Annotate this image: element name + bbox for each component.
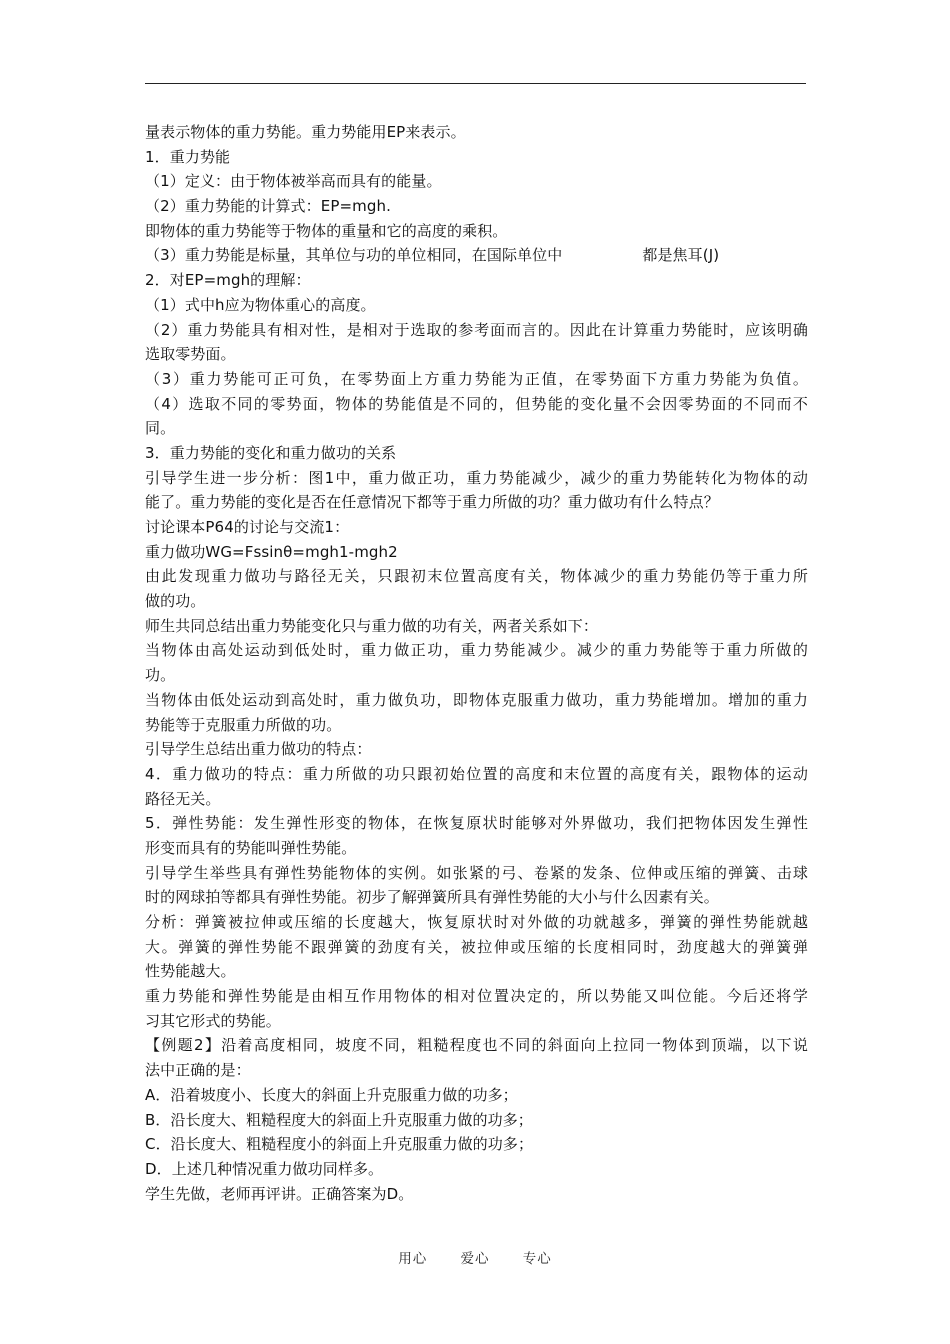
text-line [145, 861, 808, 886]
text-line-content: 同。 [145, 419, 176, 438]
text-line [145, 811, 808, 836]
text-line [145, 688, 808, 713]
text-line-content: （4）选取不同的零势面，物体的势能值是不同的，但势能的变化量不会因零势面的不同而不 [145, 394, 808, 413]
text-line-content: 由此发现重力做功与路径无关，只跟初末位置高度有关，物体减少的重力势能仍等于重力所 [145, 567, 808, 586]
text-line-content: D．上述几种情况重力做功同样多。 [145, 1159, 384, 1178]
text-line-content: 2．对EP=mgh的理解： [145, 271, 311, 290]
text-line [145, 836, 808, 861]
text-line-content: （1）式中h应为物体重心的高度。 [145, 295, 376, 314]
text-line-content: 大。弹簧的弹性势能不跟弹簧的劲度有关，被拉伸或压缩的长度相同时，劲度越大的弹簧弹 [145, 937, 808, 956]
page-footer [0, 1247, 950, 1267]
text-line-content: （2）重力势能具有相对性，是相对于选取的参考面而言的。因此在计算重力势能时，应该明确 [145, 320, 808, 339]
text-line-content: 时的网球拍等都具有弹性势能。初步了解弹簧所具有弹性势能的大小与什么因素有关。 [145, 888, 719, 907]
text-line-content: 3．重力势能的变化和重力做功的关系 [145, 443, 397, 462]
text-line [145, 466, 808, 491]
text-line [145, 1182, 808, 1207]
text-line-content: 形变而具有的势能叫弹性势能。 [145, 838, 357, 857]
text-line-content: 重力势能和弹性势能是由相互作用物体的相对位置决定的，所以势能又叫位能。今后还将学 [145, 987, 808, 1006]
text-line-content: 当物体由高处运动到低处时，重力做正功，重力势能减少。减少的重力势能等于重力所做的 [145, 641, 808, 660]
text-line-content: 当物体由低处运动到高处时，重力做负功，即物体克服重力做功，重力势能增加。增加的重力 [145, 690, 808, 709]
text-line-content: 5．弹性势能：发生弹性形变的物体，在恢复原状时能够对外界做功，我们把物体因发生弹性 [145, 814, 808, 833]
text-line [145, 910, 808, 935]
text-line-content: 量表示物体的重力势能。重力势能用EP来表示。 [145, 123, 466, 141]
text-line-content: 1．重力势能 [145, 147, 231, 166]
text-line [145, 885, 808, 910]
text-line-content: 【例题2】沿着高度相同，坡度不同，粗糙程度也不同的斜面向上拉同一物体到顶端，以下说 [145, 1036, 808, 1055]
text-line [145, 1132, 808, 1157]
text-line [145, 589, 808, 614]
text-line-content: 引导学生进一步分析：图1中，重力做正功，重力势能减少，减少的重力势能转化为物体的动 [145, 468, 808, 487]
text-line-content: 即物体的重力势能等于物体的重量和它的高度的乘积。 [145, 221, 508, 240]
text-line-content: （3）重力势能可正可负，在零势面上方重力势能为正值，在零势面下方重力势能为负值。 [145, 369, 808, 388]
text-line-content: C．沿长度大、粗糙程度小的斜面上升克服重力做的功多； [145, 1135, 534, 1154]
text-line-tail: 都是焦耳(J) [642, 246, 720, 265]
text-line-content: 做的功。 [145, 592, 206, 611]
text-line [145, 392, 808, 417]
header-rule [145, 83, 806, 84]
text-line [145, 1108, 808, 1133]
text-line [145, 515, 808, 540]
text-line [145, 638, 808, 663]
footer-item: 专心 [522, 1251, 552, 1267]
text-line [145, 416, 808, 441]
text-line-content: （2）重力势能的计算式：EP=mgh. [145, 197, 391, 216]
text-line-content: （1）定义：由于物体被举高而具有的能量。 [145, 172, 442, 191]
text-line [145, 367, 808, 392]
text-line-content: 引导学生总结出重力做功的特点： [145, 740, 372, 759]
text-line [145, 737, 808, 762]
text-line [145, 441, 808, 466]
text-line-content: 功。 [145, 666, 176, 685]
text-line [145, 787, 808, 812]
text-line [145, 762, 808, 787]
text-line-content: A．沿着坡度小、长度大的斜面上升克服重力做的功多； [145, 1085, 518, 1104]
text-line [145, 540, 808, 565]
text-line-content: 师生共同总结出重力势能变化只与重力做的功有关，两者关系如下： [145, 616, 599, 635]
text-line [145, 614, 808, 639]
text-line [145, 120, 808, 145]
text-line [145, 342, 808, 367]
text-line [145, 1157, 808, 1182]
text-line [145, 194, 808, 219]
text-line-content: 势能等于克服重力所做的功。 [145, 715, 342, 734]
text-line-content: 习其它形式的势能。 [145, 1011, 281, 1030]
text-line-content: 讨论课本P64的讨论与交流1： [145, 518, 350, 536]
footer-item: 用心 [398, 1251, 428, 1267]
text-line [145, 490, 808, 515]
footer-item: 爱心 [460, 1251, 490, 1267]
text-line-content: 分析：弹簧被拉伸或压缩的长度越大，恢复原状时对外做的功就越多，弹簧的弹性势能就越 [145, 913, 808, 931]
text-line [145, 219, 808, 244]
text-line-content: B．沿长度大、粗糙程度大的斜面上升克服重力做的功多； [145, 1110, 533, 1129]
text-line [145, 935, 808, 960]
text-line [145, 318, 808, 343]
text-line [145, 243, 808, 268]
text-line [145, 1058, 808, 1083]
text-line [145, 268, 808, 293]
text-line [145, 1033, 808, 1058]
text-line [145, 1083, 808, 1108]
text-line [145, 663, 808, 688]
text-line-content: （3）重力势能是标量，其单位与功的单位相同，在国际单位中 [145, 246, 563, 265]
text-line [145, 959, 808, 984]
text-line [145, 145, 808, 170]
text-line-content: 性势能越大。 [145, 962, 236, 981]
text-line-content: 学生先做，老师再评讲。正确答案为D。 [145, 1184, 414, 1203]
text-line-content: 重力做功WG=Fssinθ=mgh1-mgh2 [145, 542, 398, 561]
text-line-content: 选取零势面。 [145, 345, 236, 364]
text-line-content: 引导学生举些具有弹性势能物体的实例。如张紧的弓、卷紧的发条、位伸或压缩的弹簧、击球 [145, 863, 808, 882]
text-line-content: 能了。重力势能的变化是否在任意情况下都等于重力所做的功？重力做功有什么特点？ [145, 493, 719, 512]
text-line-content: 法中正确的是： [145, 1061, 251, 1080]
text-line [145, 1009, 808, 1034]
text-line [145, 713, 808, 738]
text-line [145, 984, 808, 1009]
text-line [145, 564, 808, 589]
text-line-content: 路径无关。 [145, 789, 221, 808]
document-body [145, 120, 808, 1206]
text-line-content: 4．重力做功的特点：重力所做的功只跟初始位置的高度和末位置的高度有关，跟物体的运动 [145, 764, 808, 783]
text-line [145, 293, 808, 318]
text-line [145, 169, 808, 194]
